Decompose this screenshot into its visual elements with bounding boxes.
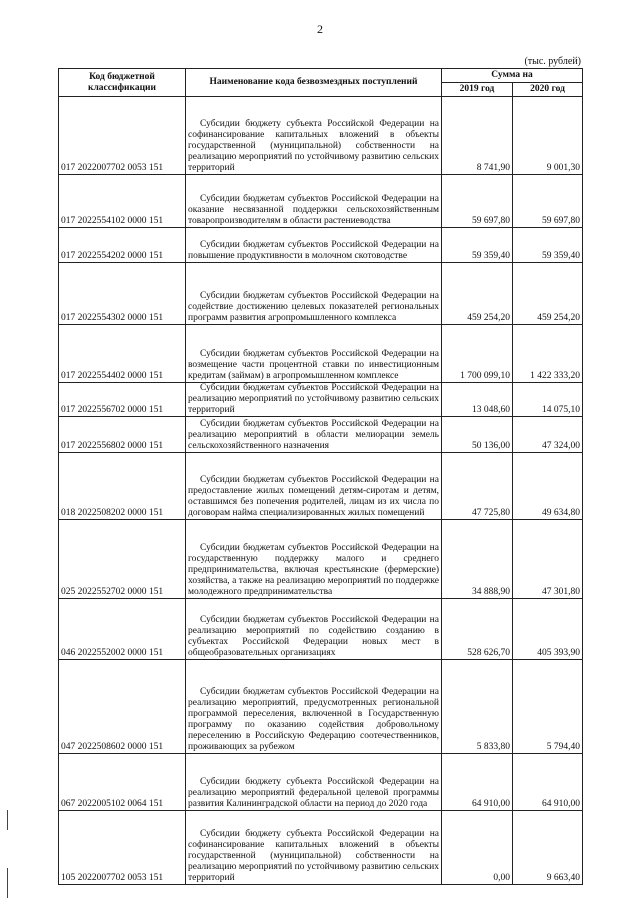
revenue-name: [186, 599, 442, 660]
table-row: [59, 383, 583, 417]
revenue-name-text: Субсидии бюджету субъекта Российской Федерации на софинансирование капитальных вложений в объекты государственной (муниципальной) собственности на реализацию мероприятий по устойчивому развитию сельских территорий: [188, 829, 439, 883]
revenue-name-text: Субсидии бюджетам субъектов Российской Федерации на реализацию мероприятий по устойчивому развитию сельских территорий: [188, 383, 439, 415]
table-row: [59, 417, 583, 453]
table-row: [59, 325, 583, 383]
budget-code: 025 2022552702 0000 151: [59, 520, 186, 599]
amount-2019: 34 888,90: [442, 520, 513, 599]
table-row: [59, 754, 583, 811]
header-code: Код бюджетной классификации: [59, 69, 186, 97]
revenue-name: [186, 263, 442, 325]
budget-code: 017 2022556702 0000 151: [59, 383, 186, 417]
table-row: [59, 660, 583, 754]
revenue-name: [186, 660, 442, 754]
amount-2019: 0,00: [442, 811, 513, 885]
amount-2019: 47 725,80: [442, 453, 513, 520]
amount-2019: 1 700 099,10: [442, 325, 513, 383]
revenue-name-text: Субсидии бюджету субъекта Российской Федерации на реализацию мероприятий федеральной целевой программы развития Калининградской области на период до 2020 года: [188, 777, 439, 809]
table-row: [59, 228, 583, 263]
revenue-name-text: Субсидии бюджетам субъектов Российской Федерации на реализацию мероприятий в области мелиорации земель сельскохозяйственного назначения: [188, 419, 439, 451]
revenue-name: [186, 811, 442, 885]
budget-code: 017 2022556802 0000 151: [59, 417, 186, 453]
header-sum: Сумма на: [442, 69, 583, 83]
amount-2020: 47 324,00: [513, 417, 583, 453]
revenue-name: [186, 754, 442, 811]
amount-2019: 5 833,80: [442, 660, 513, 754]
revenue-name: [186, 453, 442, 520]
amount-2020: 459 254,20: [513, 263, 583, 325]
amount-2020: 1 422 333,20: [513, 325, 583, 383]
budget-code: 017 2022554202 0000 151: [59, 228, 186, 263]
budget-code: 017 2022554302 0000 151: [59, 263, 186, 325]
amount-2019: 13 048,60: [442, 383, 513, 417]
budget-code: 018 2022508202 0000 151: [59, 453, 186, 520]
revenue-name: [186, 383, 442, 417]
amount-2020: 5 794,40: [513, 660, 583, 754]
table-row: [59, 811, 583, 885]
amount-2019: 8 741,90: [442, 97, 513, 175]
revenue-name: [186, 97, 442, 175]
revenue-name-text: Субсидии бюджетам субъектов Российской Федерации на предоставление жилых помещений детям-сиротам и детям, оставшимся без попечения родителей, лицам из их числа по договорам найма специализированных жилых помещений: [188, 475, 439, 518]
revenue-name: [186, 520, 442, 599]
budget-code: 017 2022554102 0000 151: [59, 175, 186, 228]
page-number: 2: [317, 22, 323, 36]
revenue-name-text: Субсидии бюджетам субъектов Российской Федерации на реализацию мероприятий, предусмотренных региональной программой переселения, включенной в Государственную программу по оказанию содействия добровольному переселению в Российскую Федерацию соотечественников, проживающих за рубежом: [188, 687, 439, 752]
revenue-name: [186, 325, 442, 383]
amount-2020: 405 393,90: [513, 599, 583, 660]
amount-2020: 49 634,80: [513, 453, 583, 520]
amount-2019: 64 910,00: [442, 754, 513, 811]
budget-code: 047 2022508602 0000 151: [59, 660, 186, 754]
revenue-name-text: Субсидии бюджетам субъектов Российской Федерации на реализацию мероприятий по содействию созданию в субъектах Российской Федерации новых мест в общеобразовательных организациях: [188, 615, 439, 658]
revenue-name-text: Субсидии бюджету субъекта Российской Федерации на софинансирование капитальных вложений в объекты государственной (муниципальной) собственности на реализацию мероприятий по устойчивому развитию сельских территорий: [188, 119, 439, 173]
amount-2019: 528 626,70: [442, 599, 513, 660]
budget-code: 046 2022552002 0000 151: [59, 599, 186, 660]
revenue-name-text: Субсидии бюджетам субъектов Российской Федерации на оказание несвязанной поддержки сельскохозяйственным товаропроизводителям в области растениеводства: [188, 194, 439, 226]
revenue-name-text: Субсидии бюджетам субъектов Российской Федерации на содействие достижению целевых показателей региональных программ развития агропромышленного комплекса: [188, 291, 439, 323]
revenue-name: [186, 417, 442, 453]
revenue-name: [186, 175, 442, 228]
table-row: [59, 520, 583, 599]
amount-2019: 459 254,20: [442, 263, 513, 325]
budget-code: 017 2022554402 0000 151: [59, 325, 186, 383]
amount-2020: 64 910,00: [513, 754, 583, 811]
header-name: Наименование кода безвозмездных поступлений: [186, 69, 442, 97]
header-2019: 2019 год: [442, 83, 513, 97]
amount-2020: 9 663,40: [513, 811, 583, 885]
amount-2020: 47 301,80: [513, 520, 583, 599]
budget-code: 105 2022007702 0053 151: [59, 811, 186, 885]
amount-2020: 9 001,30: [513, 97, 583, 175]
amount-2020: 59 697,80: [513, 175, 583, 228]
table-body: [59, 97, 583, 885]
table-row: [59, 263, 583, 325]
amount-2020: 14 075,10: [513, 383, 583, 417]
revenue-name-text: Субсидии бюджетам субъектов Российской Федерации на государственную поддержку малого и среднего предпринимательства, включая крестьянские (фермерские) хозяйства, а также на реализацию мероприятий по поддержке молодежного предпринимательства: [188, 543, 439, 597]
table-row: [59, 175, 583, 228]
budget-table: [58, 68, 583, 885]
units-label: (тыс. рублей): [524, 56, 581, 67]
revenue-name-text: Субсидии бюджетам субъектов Российской Федерации на повышение продуктивности в молочном скотоводстве: [188, 240, 439, 261]
revenue-name: [186, 228, 442, 263]
margin-mark: [7, 810, 8, 830]
amount-2019: 59 697,80: [442, 175, 513, 228]
table-row: [59, 453, 583, 520]
amount-2019: 50 136,00: [442, 417, 513, 453]
amount-2020: 59 359,40: [513, 228, 583, 263]
budget-code: 017 2022007702 0053 151: [59, 97, 186, 175]
budget-code: 067 2022005102 0064 151: [59, 754, 186, 811]
revenue-name-text: Субсидии бюджетам субъектов Российской Федерации на возмещение части процентной ставки по инвестиционным кредитам (займам) в агропромышленном комплексе: [188, 349, 439, 381]
table-row: [59, 97, 583, 175]
header-2020: 2020 год: [513, 83, 583, 97]
amount-2019: 59 359,40: [442, 228, 513, 263]
margin-mark: [7, 868, 8, 898]
table-row: [59, 599, 583, 660]
